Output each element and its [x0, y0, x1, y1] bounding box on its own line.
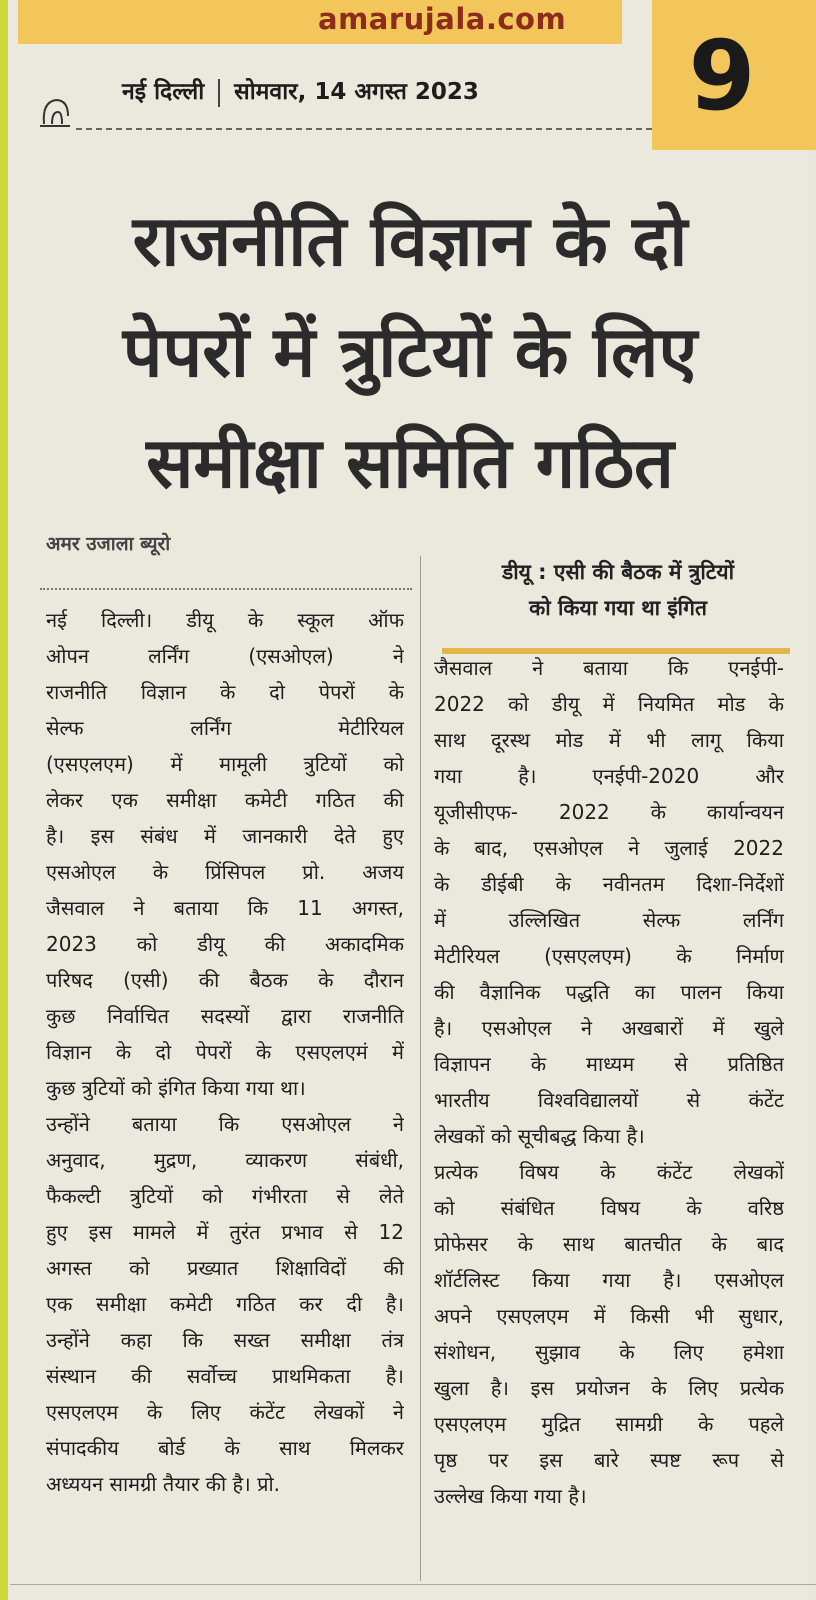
body-text-line: संशोधन, सुझाव के लिए हमेशा	[434, 1340, 784, 1364]
body-text-line: जैसवाल ने बताया कि एनईपी-	[434, 656, 784, 680]
page-bottom-rule	[10, 1584, 816, 1585]
body-text-line: भारतीय विश्वविद्यालयों से कंटेंट	[434, 1088, 784, 1112]
headline	[40, 186, 780, 519]
body-text-line: एसओएल के प्रिंसिपल प्रो. अजय	[46, 860, 404, 884]
body-text-line: अध्ययन सामग्री तैयार की है। प्रो.	[46, 1472, 281, 1496]
dateline-city: नई दिल्ली	[122, 79, 205, 105]
masthead-dashed-rule	[76, 128, 652, 130]
body-text-line: के बाद, एसओएल ने जुलाई 2022	[434, 836, 784, 860]
body-text-line: लेखकों को सूचीबद्ध किया है।	[434, 1124, 645, 1148]
body-text-line: नई दिल्ली। डीयू के स्कूल ऑफ	[46, 608, 404, 632]
dateline-separator	[218, 79, 220, 107]
body-text-line: अगस्त को प्रख्यात शिक्षाविदों की	[46, 1256, 404, 1280]
body-text-line: उन्होंने कहा कि सख्त समीक्षा तंत्र	[46, 1328, 404, 1352]
body-text-line: उल्लेख किया गया है।	[434, 1484, 587, 1508]
body-text-line: है। एसओएल ने अखबारों में खुले	[434, 1016, 784, 1040]
dateline	[122, 74, 479, 107]
body-text-line: मेटीरियल (एसएलएम) के निर्माण	[434, 944, 784, 968]
body-text-line: यूजीसीएफ- 2022 के कार्यान्वयन	[434, 800, 784, 824]
subheadline-line: को किया गया था इंगित	[529, 596, 707, 620]
page-number-box	[652, 0, 816, 150]
body-text-line: संस्थान की सर्वोच्च प्राथमिकता है।	[46, 1364, 404, 1388]
headline-line: राजनीति विज्ञान के दो	[132, 200, 688, 282]
body-text-line: परिषद (एसी) की बैठक के दौरान	[46, 968, 404, 992]
body-text-line: पृष्ठ पर इस बारे स्पष्ट रूप से	[434, 1448, 784, 1472]
body-text-line: हुए इस मामले में तुरंत प्रभाव से 12	[46, 1220, 404, 1244]
headline-line: समीक्षा समिति गठित	[146, 422, 674, 504]
byline: अमर उजाला ब्यूरो	[46, 533, 171, 555]
body-text-line: संपादकीय बोर्ड के साथ मिलकर	[46, 1436, 404, 1460]
body-text-line: अपने एसएलएम में किसी भी सुधार,	[434, 1304, 784, 1328]
body-text-line: प्रत्येक विषय के कंटेंट लेखकों	[434, 1160, 784, 1184]
body-text-line: अनुवाद, मुद्रण, व्याकरण संबंधी,	[46, 1148, 404, 1172]
body-text-line: है। इस संबंध में जानकारी देते हुए	[46, 824, 404, 848]
body-text-line: गया है। एनईपी-2020 और	[434, 764, 784, 788]
body-text-line: खुला है। इस प्रयोजन के लिए प्रत्येक	[434, 1376, 784, 1400]
body-text-line: विज्ञापन के माध्यम से प्रतिष्ठित	[434, 1052, 784, 1076]
body-text-line: प्रोफेसर के साथ बातचीत के बाद	[434, 1232, 784, 1256]
body-column-left	[46, 602, 404, 1502]
body-column-right	[434, 650, 784, 1514]
newspaper-logo-icon	[38, 92, 72, 132]
body-text-line: लेकर एक समीक्षा कमेटी गठित की	[46, 788, 404, 812]
body-text-line: को संबंधित विषय के वरिष्ठ	[434, 1196, 784, 1220]
body-text-line: में उल्लिखित सेल्फ लर्निंग	[434, 908, 784, 932]
body-text-line: फैकल्टी त्रुटियों को गंभीरता से लेते	[46, 1184, 404, 1208]
body-text-line: एसएलएम मुद्रित सामग्री के पहले	[434, 1412, 784, 1436]
body-text-line: सेल्फ लर्निंग मेटीरियल	[46, 716, 404, 740]
body-text-line: कुछ त्रुटियों को इंगित किया गया था।	[46, 1076, 306, 1100]
body-text-line: के डीईबी के नवीनतम दिशा-निर्देशों	[434, 872, 784, 896]
body-text-line: एक समीक्षा कमेटी गठित कर दी है।	[46, 1292, 404, 1316]
body-text-line: राजनीति विज्ञान के दो पेपरों के	[46, 680, 404, 704]
body-text-line: ओपन लर्निंग (एसओएल) ने	[46, 644, 404, 668]
masthead-band	[18, 0, 622, 44]
column-divider	[420, 556, 421, 1581]
subheadline	[432, 554, 804, 626]
body-text-line: जैसवाल ने बताया कि 11 अगस्त,	[46, 896, 404, 920]
body-text-line: शॉर्टलिस्ट किया गया है। एसओएल	[434, 1268, 784, 1292]
body-text-line: उन्होंने बताया कि एसओएल ने	[46, 1112, 404, 1136]
body-text-line: की वैज्ञानिक पद्धति का पालन किया	[434, 980, 784, 1004]
body-text-line: कुछ निर्वाचित सदस्यों द्वारा राजनीति	[46, 1004, 404, 1028]
body-text-line: 2023 को डीयू की अकादमिक	[46, 932, 404, 956]
dateline-date: सोमवार, 14 अगस्त 2023	[234, 79, 479, 105]
body-text-line: एसएलएम के लिए कंटेंट लेखकों ने	[46, 1400, 404, 1424]
page-number: 9	[688, 20, 756, 132]
body-text-line: साथ दूरस्थ मोड में भी लागू किया	[434, 728, 784, 752]
body-text-line: (एसएलएम) में मामूली त्रुटियों को	[46, 752, 404, 776]
byline-rule	[40, 588, 412, 590]
headline-line: पेपरों में त्रुटियों के लिए	[122, 311, 698, 393]
site-name: amarujala.com	[318, 2, 567, 36]
subheadline-line: डीयू : एसी की बैठक में त्रुटियों	[501, 560, 735, 584]
body-text-line: 2022 को डीयू में नियमित मोड के	[434, 692, 784, 716]
body-text-line: विज्ञान के दो पेपरों के एसएलएमं में	[46, 1040, 404, 1064]
